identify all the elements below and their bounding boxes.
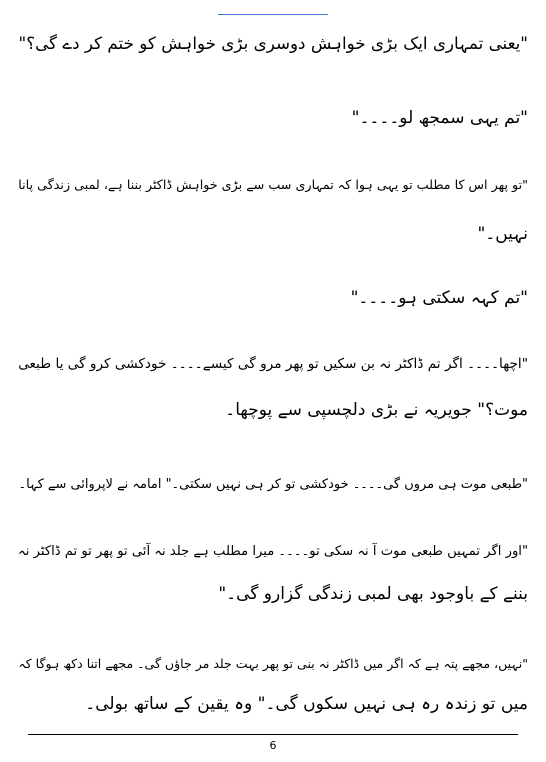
text-line: "تو پھر اس کا مطلب تو یہی ہوا کہ تمہاری سب سے بڑی خواہش ڈاکٹر بننا ہے، لمبی زندگی پانا (18, 177, 528, 192)
text-line: "یعنی تمہاری ایک بڑی خواہش دوسری بڑی خواہش کو ختم کر دے گی؟" (18, 33, 528, 53)
text-line: بننے کے باوجود بھی لمبی زندگی گزارو گی۔" (218, 584, 528, 604)
text-line: میں تو زندہ رہ ہی نہیں سکوں گی۔" وہ یقین کے ساتھ بولی۔ (85, 694, 528, 714)
text-line: "اچھا۔۔۔۔ اگر تم ڈاکٹر نہ بن سکیں تو پھر مرو گی کیسے۔۔۔۔ خودکشی کرو گی یا طبعی (18, 356, 528, 372)
text-line: "نہیں، مجھے پتہ ہے کہ اگر میں ڈاکٹر نہ بنی تو پھر بہت جلد مر جاؤں گی۔ مجھے اتنا دکھ ہوگا کہ (18, 656, 528, 671)
text-line: نہیں۔" (477, 224, 528, 244)
page-number: 6 (269, 739, 277, 752)
text-line: "تم یہی سمجھ لو۔۔۔۔" (351, 108, 528, 128)
text-line: موت؟" جویریہ نے بڑی دلچسپی سے پوچھا۔ (225, 400, 528, 420)
text-line: "تم کہہ سکتی ہو۔۔۔۔" (350, 288, 528, 308)
text-line: "اور اگر تمہیں طبعی موت آ نہ سکی تو۔۔۔۔ میرا مطلب ہے جلد نہ آئی تو پھر تو تم ڈاکٹر نہ (18, 544, 528, 559)
top-blue-line (218, 14, 328, 15)
footer-rule (28, 734, 518, 735)
text-line: "طبعی موت ہی مروں گی۔۔۔۔ خودکشی تو کر ہی نہیں سکتی۔" امامہ نے لاپروائی سے کہا۔ (18, 477, 528, 492)
